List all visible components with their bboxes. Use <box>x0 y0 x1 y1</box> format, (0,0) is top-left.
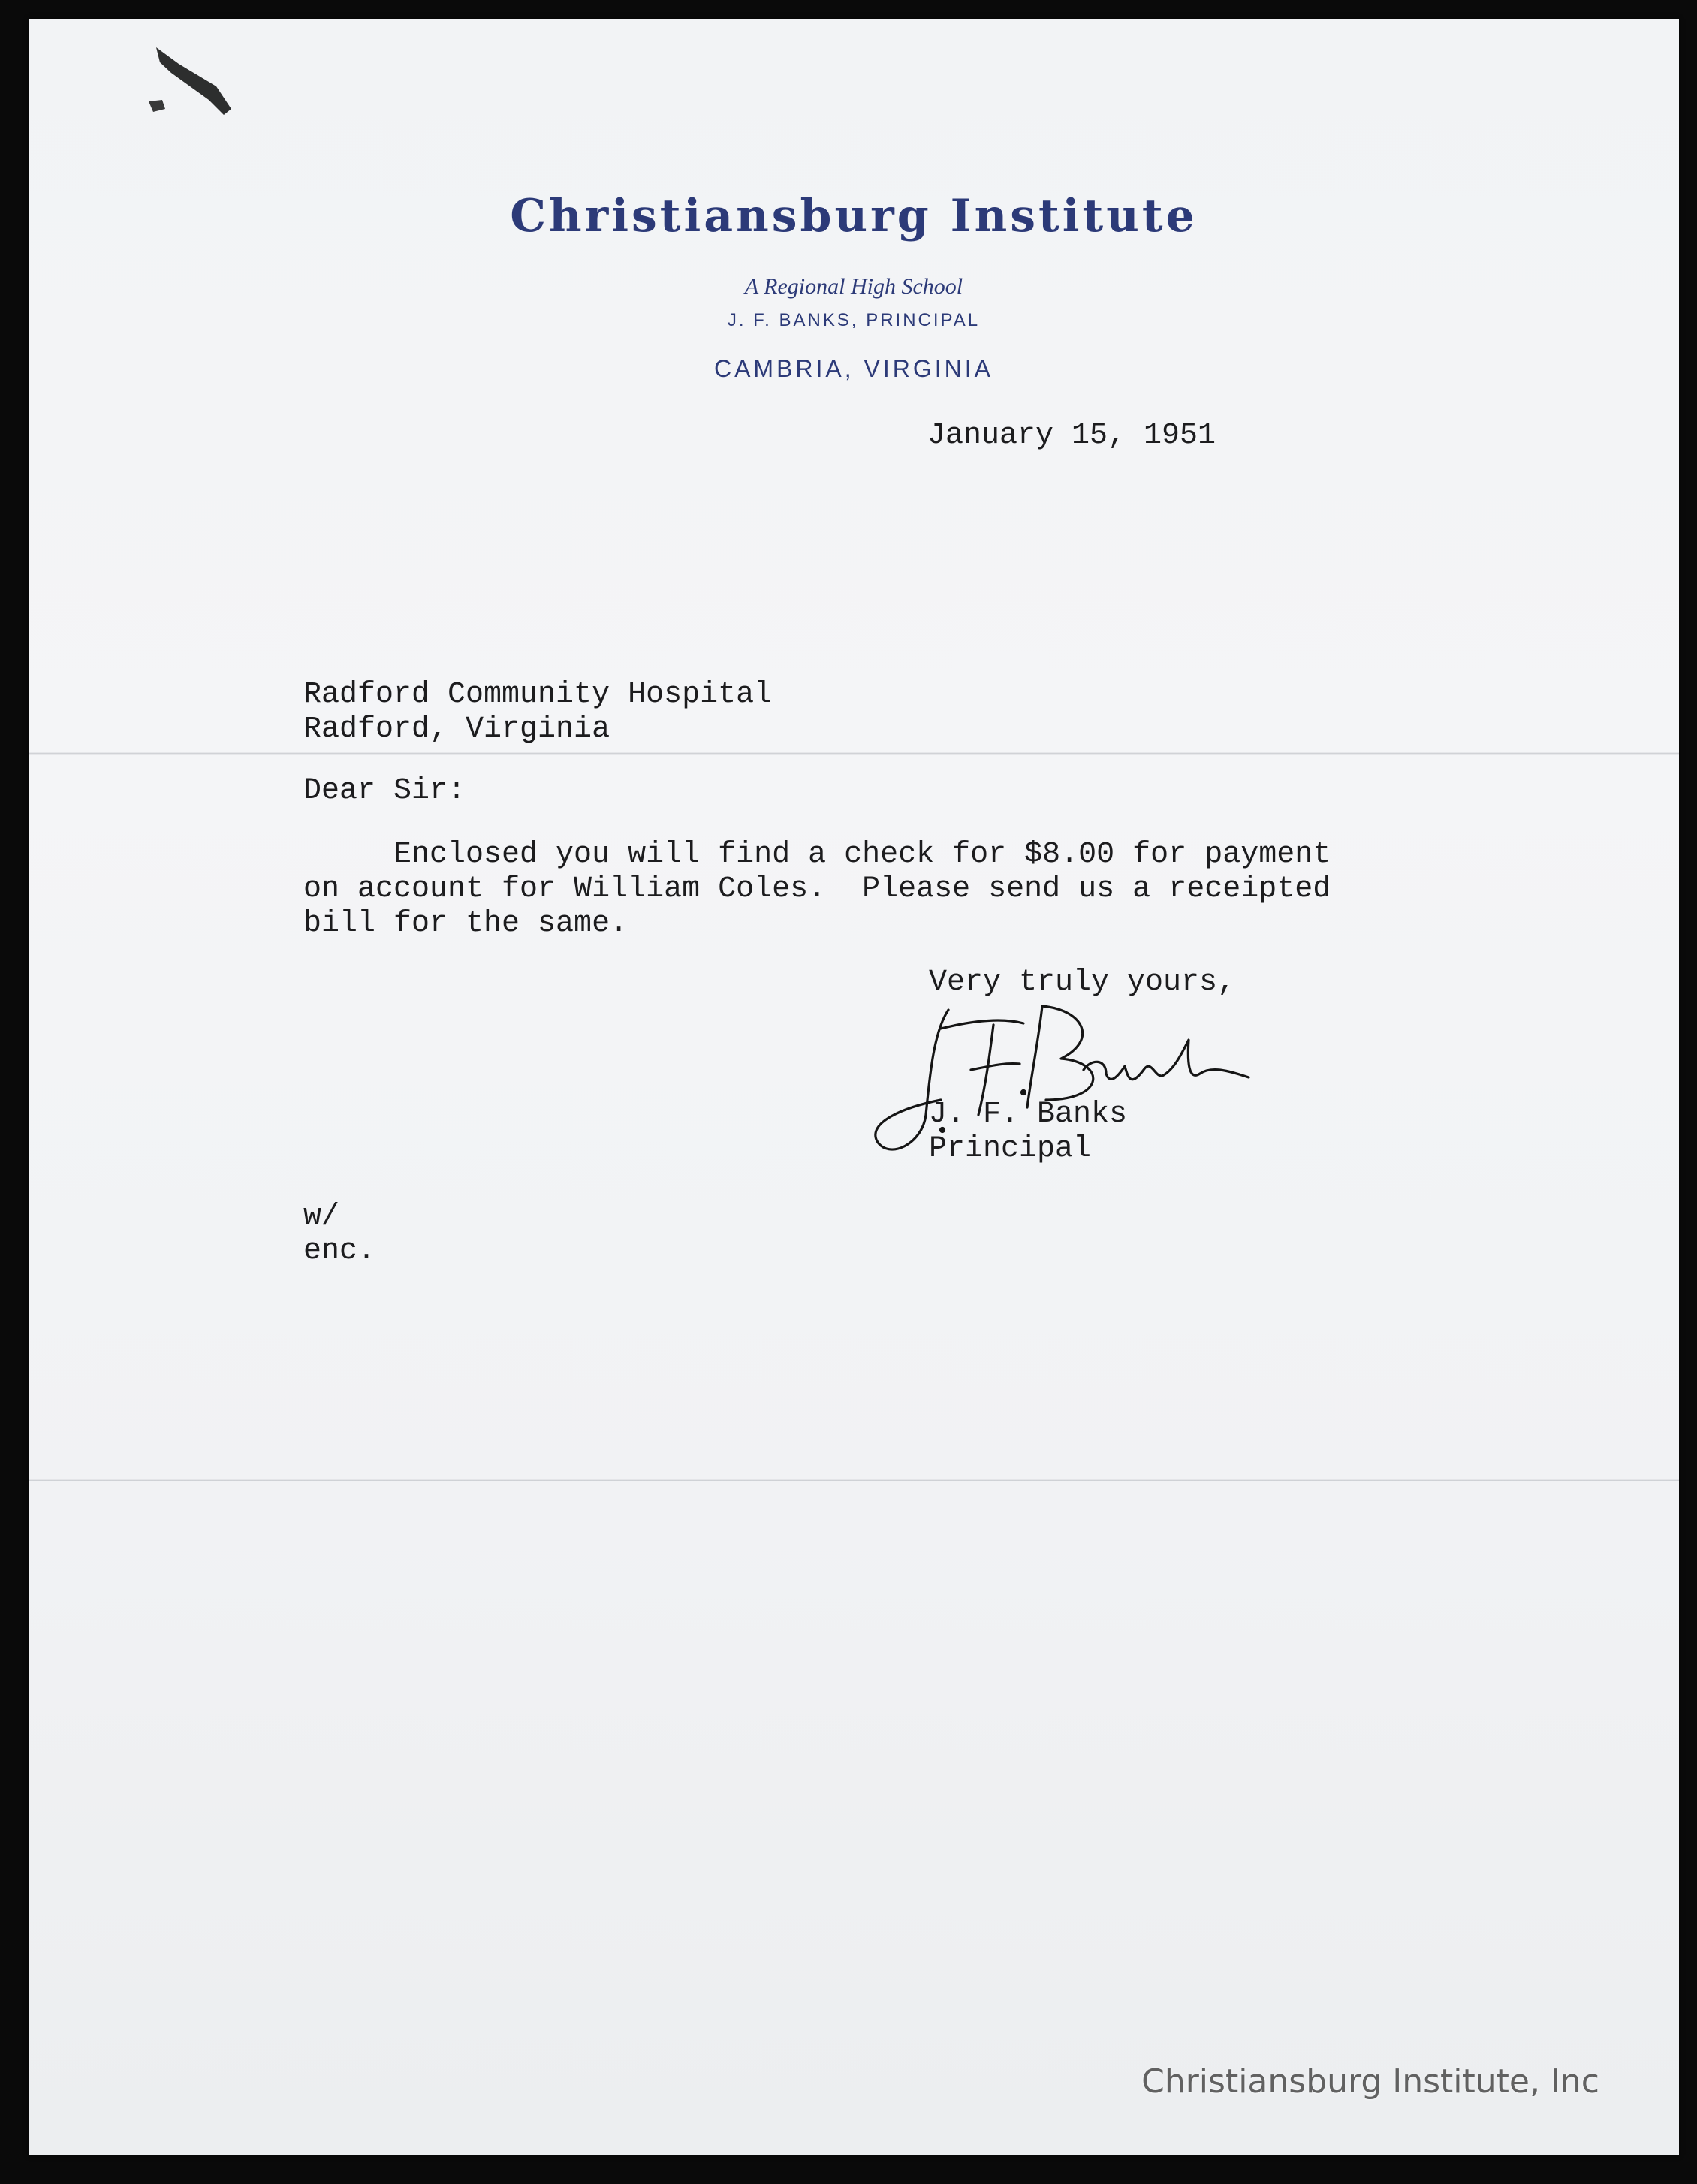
body-line: Enclosed you will find a check for $8.00 for payment <box>303 838 1331 872</box>
fold-line-lower <box>29 1479 1679 1481</box>
recipient-line: Radford Community Hospital <box>303 678 773 712</box>
signer-name: J. F. Banks <box>929 1098 1128 1131</box>
paper-damage <box>126 34 261 139</box>
letterhead-principal: J. F. BANKS, PRINCIPAL <box>727 310 981 330</box>
watermark: Christiansburg Institute, Inc <box>1141 2062 1599 2101</box>
body-line: bill for the same. <box>303 907 628 941</box>
signer-title: Principal <box>929 1132 1092 1166</box>
letterhead-location: CAMBRIA, VIRGINIA <box>713 355 994 382</box>
signature-block <box>929 1098 1127 1167</box>
enclosure-line: enc. <box>303 1234 376 1268</box>
letterhead-title: Christiansburg Institute <box>510 190 1198 242</box>
complimentary-close: Very truly yours, <box>929 965 1236 999</box>
recipient-address <box>303 678 772 747</box>
fold-line-upper <box>29 752 1679 755</box>
letter-body <box>303 838 1331 941</box>
salutation: Dear Sir: <box>303 774 466 808</box>
letter-date: January 15, 1951 <box>927 419 1216 453</box>
enclosure-notation <box>303 1200 375 1269</box>
letter-paper <box>29 19 1679 2155</box>
recipient-line: Radford, Virginia <box>303 712 610 746</box>
body-line: on account for William Coles. Please send us a receipted <box>303 872 1331 906</box>
enclosure-line: w/ <box>303 1200 340 1234</box>
letterhead-tagline: A Regional High School <box>744 274 963 299</box>
